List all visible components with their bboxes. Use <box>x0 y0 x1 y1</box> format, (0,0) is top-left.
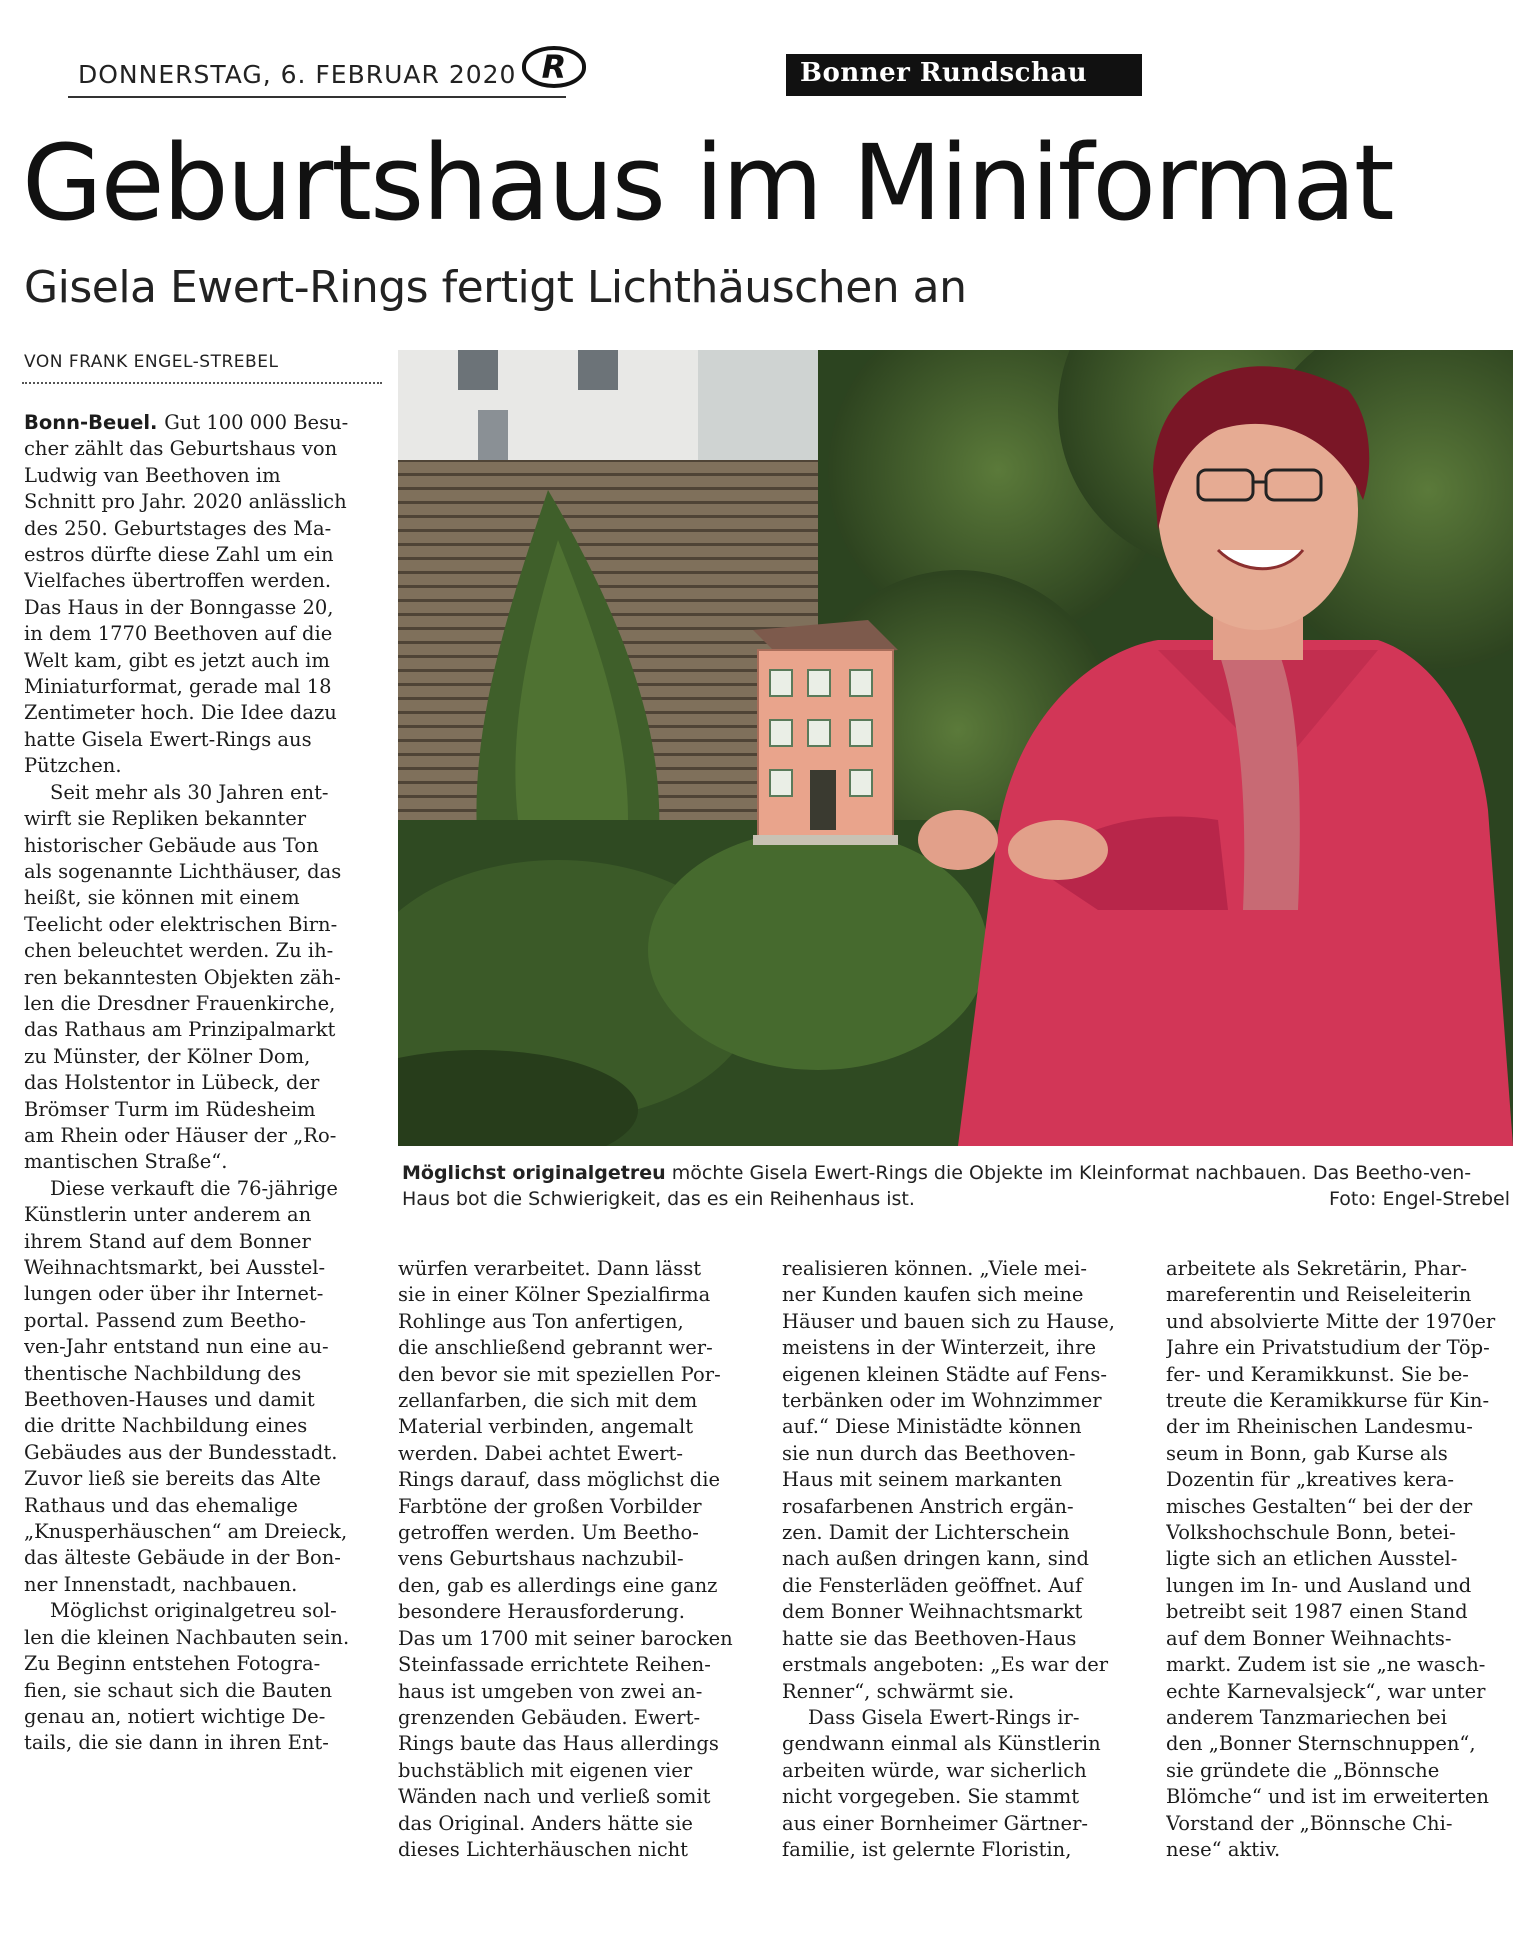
text-line: den „Bonner Sternschnuppen“, <box>1166 1732 1476 1756</box>
text-line: die Fensterläden geöffnet. Auf <box>782 1573 1083 1597</box>
text-line: sie nun durch das Beethoven- <box>782 1441 1076 1465</box>
masthead-text: Bonner Rundschau <box>800 58 1088 88</box>
text-line: besondere Herausforderung. <box>398 1600 685 1624</box>
text-line: markt. Zudem ist sie „ne wasch- <box>1166 1653 1486 1677</box>
text-line: das Original. Anders hätte sie <box>398 1811 693 1835</box>
paragraph-col1b <box>24 780 386 1176</box>
text-line: mareferentin und Reiseleiterin <box>1166 1283 1472 1307</box>
text-line <box>24 410 386 436</box>
text-line: Zentimeter hoch. Die Idee dazu <box>24 701 337 725</box>
photo-credit: Foto: Engel-Strebel <box>1329 1188 1510 1210</box>
text-line: ligte sich an etlichen Ausstel- <box>1166 1547 1458 1571</box>
text-line: zen. Damit der Lichterschein <box>782 1521 1070 1545</box>
byline-rule <box>22 382 382 384</box>
text-line: Renner“, schwärmt sie. <box>782 1679 1015 1703</box>
column-2 <box>398 1256 770 1863</box>
article-photo <box>398 350 1513 1146</box>
text-line: Künstlerin unter anderem an <box>24 1203 312 1227</box>
text-line: historischer Gebäude aus Ton <box>24 833 319 857</box>
text-line: Das Haus in der Bonngasse 20, <box>24 595 334 619</box>
text-line: erstmals angeboten: „Es war der <box>782 1653 1109 1677</box>
text-line: wirft sie Repliken bekannter <box>24 807 307 831</box>
text-line: Beethoven-Hauses und damit <box>24 1388 315 1412</box>
text-line: Steinfassade errichtete Reihen- <box>398 1653 711 1677</box>
text-line: betreibt seit 1987 einen Stand <box>1166 1600 1468 1624</box>
text-line: sie gründete die „Bönnsche <box>1166 1758 1440 1782</box>
text-line: hatte sie das Beethoven-Haus <box>782 1626 1077 1650</box>
text-line: Rathaus und das ehemalige <box>24 1493 298 1517</box>
text-line: Haus mit seinem markanten <box>782 1468 1063 1492</box>
text-line: Vorstand der „Bönnsche Chi- <box>1166 1811 1453 1835</box>
text-line: thentische Nachbildung des <box>24 1361 302 1385</box>
text-line: hatte Gisela Ewert-Rings aus <box>24 727 312 751</box>
text-line: chen beleuchtet werden. Zu ih- <box>24 939 334 963</box>
text-line: haus ist umgeben von zwei an- <box>398 1679 703 1703</box>
text-line: ner Kunden kaufen sich meine <box>782 1283 1084 1307</box>
text-line: würfen verarbeitet. Dann lässt <box>398 1257 702 1280</box>
text-line: dieses Lichterhäuschen nicht <box>398 1837 689 1861</box>
text-line: Wänden nach und verließ somit <box>398 1785 711 1809</box>
text-line: lungen oder über ihr Internet- <box>24 1282 324 1306</box>
text-line: ren bekanntesten Objekten zäh- <box>24 965 341 989</box>
caption-lead: Möglichst originalgetreu <box>402 1162 666 1184</box>
text-line: sie in einer Kölner Spezialfirma <box>398 1283 711 1307</box>
text-line: Welt kam, gibt es jetzt auch im <box>24 648 330 672</box>
text-line: len die Dresdner Frauenkirche, <box>24 991 336 1015</box>
text-line: heißt, sie können mit einem <box>24 886 300 910</box>
photo-illustration <box>398 350 1513 1146</box>
paragraph-col2 <box>398 1256 770 1863</box>
text-line: arbeitete als Sekretärin, Phar- <box>1166 1257 1467 1280</box>
text-line: portal. Passend zum Beetho- <box>24 1308 306 1332</box>
text-line: tails, die sie dann in ihren Ent- <box>24 1731 329 1755</box>
logo-letter: R <box>541 48 567 86</box>
text-line: Zu Beginn entstehen Fotogra- <box>24 1652 321 1676</box>
text-line: Weihnachtsmarkt, bei Ausstel- <box>24 1256 326 1279</box>
text-line: Diese verkauft die 76-jährige <box>50 1176 338 1200</box>
text-line: Teelicht oder elektrischen Birn- <box>24 912 338 936</box>
text-line: Vielfaches übertroffen werden. <box>24 569 332 593</box>
text-line: die anschließend gebrannt wer- <box>398 1336 713 1360</box>
text-line: dem Bonner Weihnachtsmarkt <box>782 1600 1083 1624</box>
text-line: am Rhein oder Häuser der „Ro- <box>24 1123 337 1147</box>
text-line: Das um 1700 mit seiner barocken <box>398 1626 733 1650</box>
text-line: misches Gestalten“ bei der der <box>1166 1494 1473 1518</box>
paragraph-col1d <box>24 1598 386 1756</box>
text-line: meistens in der Winterzeit, ihre <box>782 1336 1097 1360</box>
rundschau-r-logo <box>522 46 586 88</box>
text-line: fien, sie schaut sich die Bauten <box>24 1678 333 1702</box>
date-rule <box>68 96 566 98</box>
text-line: familie, ist gelernte Floristin, <box>782 1837 1072 1861</box>
text-line: Ludwig van Beethoven im <box>24 463 281 487</box>
text-line: das Holstentor in Lübeck, der <box>24 1071 320 1095</box>
text-line: fer- und Keramikkunst. Sie be- <box>1166 1362 1469 1386</box>
text-line: auf.“ Diese Ministädte können <box>782 1415 1082 1439</box>
text-line: auf dem Bonner Weihnachts- <box>1166 1626 1452 1650</box>
text-line: rosafarbenen Anstrich ergän- <box>782 1494 1074 1518</box>
text-line: werden. Dabei achtet Ewert- <box>398 1441 683 1465</box>
text-line: nach außen dringen kann, sind <box>782 1547 1089 1571</box>
text-line: Jahre ein Privatstudium der Töp- <box>1166 1336 1490 1360</box>
text-line: cher zählt das Geburtshaus von <box>24 437 338 461</box>
caption-text: möchte Gisela Ewert-Rings die Objekte im Kleinformat nachbauen. Das Beetho-ven-Haus bot die Schwierigkeit, das es ein Reihenhaus ist. <box>402 1162 1472 1210</box>
text-line: vens Geburtshaus nachzubil- <box>398 1547 684 1571</box>
text-line: Rings baute das Haus allerdings <box>398 1732 719 1756</box>
text-line: Volkshochschule Bonn, betei- <box>1166 1521 1456 1545</box>
text-line: die dritte Nachbildung eines <box>24 1414 308 1438</box>
paragraph-col1c <box>24 1176 386 1599</box>
text-line: mantischen Straße“. <box>24 1150 228 1174</box>
text-line: zellanfarben, die sich mit dem <box>398 1389 698 1413</box>
text-line: arbeiten würde, war sicherlich <box>782 1758 1087 1782</box>
text-line: genau an, notiert wichtige De- <box>24 1704 326 1728</box>
text-line: Seit mehr als 30 Jahren ent- <box>50 780 329 804</box>
text-line: estros dürfte diese Zahl um ein <box>24 543 334 567</box>
text-line: aus einer Bornheimer Gärtner- <box>782 1811 1088 1835</box>
text-line: lungen im In- und Ausland und <box>1166 1573 1472 1597</box>
text-line: eigenen kleinen Städte auf Fens- <box>782 1362 1107 1386</box>
text-line: das Rathaus am Prinzipalmarkt <box>24 1018 336 1042</box>
article-subhead: Gisela Ewert-Rings fertigt Lichthäuschen an <box>24 262 967 313</box>
text-line: der im Rheinischen Landesmu- <box>1166 1415 1473 1439</box>
column-4 <box>1166 1256 1516 1863</box>
text-line: in dem 1770 Beethoven auf die <box>24 622 333 646</box>
text-line: Dass Gisela Ewert-Rings ir- <box>808 1705 1080 1729</box>
lead-text: Gut 100 000 Besu- <box>164 411 349 434</box>
text-line: Rohlinge aus Ton anfertigen, <box>398 1309 684 1333</box>
text-line: Rings darauf, dass möglichst die <box>398 1468 720 1492</box>
text-line: len die kleinen Nachbauten sein. <box>24 1625 350 1649</box>
text-line: Möglichst originalgetreu sol- <box>50 1599 337 1623</box>
text-line: Schnitt pro Jahr. 2020 anlässlich <box>24 490 347 514</box>
paragraph-col3 <box>782 1256 1154 1705</box>
text-line: Dozentin für „kreatives kera- <box>1166 1468 1455 1492</box>
text-line: das älteste Gebäude in der Bon- <box>24 1546 341 1570</box>
text-line: nese“ aktiv. <box>1166 1837 1281 1861</box>
text-line: Zuvor ließ sie bereits das Alte <box>24 1467 321 1491</box>
text-line: Häuser und bauen sich zu Hause, <box>782 1309 1115 1333</box>
text-line: terbänken oder im Wohnzimmer <box>782 1389 1102 1413</box>
text-line: Material verbinden, angemalt <box>398 1415 694 1439</box>
text-line: Gebäudes aus der Bundesstadt. <box>24 1440 338 1464</box>
text-line: ner Innenstadt, nachbauen. <box>24 1572 298 1596</box>
text-line: des 250. Geburtstages des Ma- <box>24 516 332 540</box>
text-line: zu Münster, der Kölner Dom, <box>24 1044 311 1068</box>
text-line: Pützchen. <box>24 754 122 778</box>
text-line: nicht vorgegeben. Sie stammt <box>782 1785 1080 1809</box>
text-line: und absolvierte Mitte der 1970er <box>1166 1309 1496 1333</box>
text-line: ven-Jahr entstand nun eine au- <box>24 1335 329 1359</box>
text-line: grenzenden Gebäuden. Ewert- <box>398 1705 701 1729</box>
column-1 <box>24 410 386 1757</box>
text-line: den bevor sie mit speziellen Por- <box>398 1362 721 1386</box>
text-line: anderem Tanzmariechen bei <box>1166 1705 1447 1729</box>
paragraph-col3b <box>782 1705 1154 1863</box>
text-line: getroffen werden. Um Beetho- <box>398 1521 699 1545</box>
text-line: buchstäblich mit eigenen vier <box>398 1758 693 1782</box>
newspaper-masthead <box>786 54 1142 96</box>
paragraph-col4 <box>1166 1256 1516 1863</box>
paragraph-col1 <box>24 410 386 780</box>
issue-date: DONNERSTAG, 6. FEBRUAR 2020 <box>78 60 517 89</box>
text-line: Farbtöne der großen Vorbilder <box>398 1494 702 1518</box>
lead-place: Bonn-Beuel. <box>24 411 165 434</box>
article-byline: VON FRANK ENGEL-STREBEL <box>24 352 279 372</box>
text-line: Brömser Turm im Rüdesheim <box>24 1097 316 1121</box>
text-line: den, gab es allerdings eine ganz <box>398 1573 718 1597</box>
text-line: „Knusperhäuschen“ am Dreieck, <box>24 1520 348 1544</box>
text-line: gendwann einmal als Künstlerin <box>782 1732 1101 1756</box>
text-line: Blömche“ und ist im erweiterten <box>1166 1785 1489 1809</box>
article-headline: Geburtshaus im Miniformat <box>22 122 1393 244</box>
text-line: seum in Bonn, gab Kurse als <box>1166 1441 1448 1465</box>
text-line: treute die Keramikkurse für Kin- <box>1166 1389 1490 1413</box>
text-line: Miniaturformat, gerade mal 18 <box>24 675 332 699</box>
text-line: als sogenannte Lichthäuser, das <box>24 859 342 883</box>
text-line: echte Karnevalsjeck“, war unter <box>1166 1679 1486 1703</box>
text-line: realisieren können. „Viele mei- <box>782 1257 1087 1280</box>
text-line: ihrem Stand auf dem Bonner <box>24 1229 311 1253</box>
column-3 <box>782 1256 1154 1863</box>
